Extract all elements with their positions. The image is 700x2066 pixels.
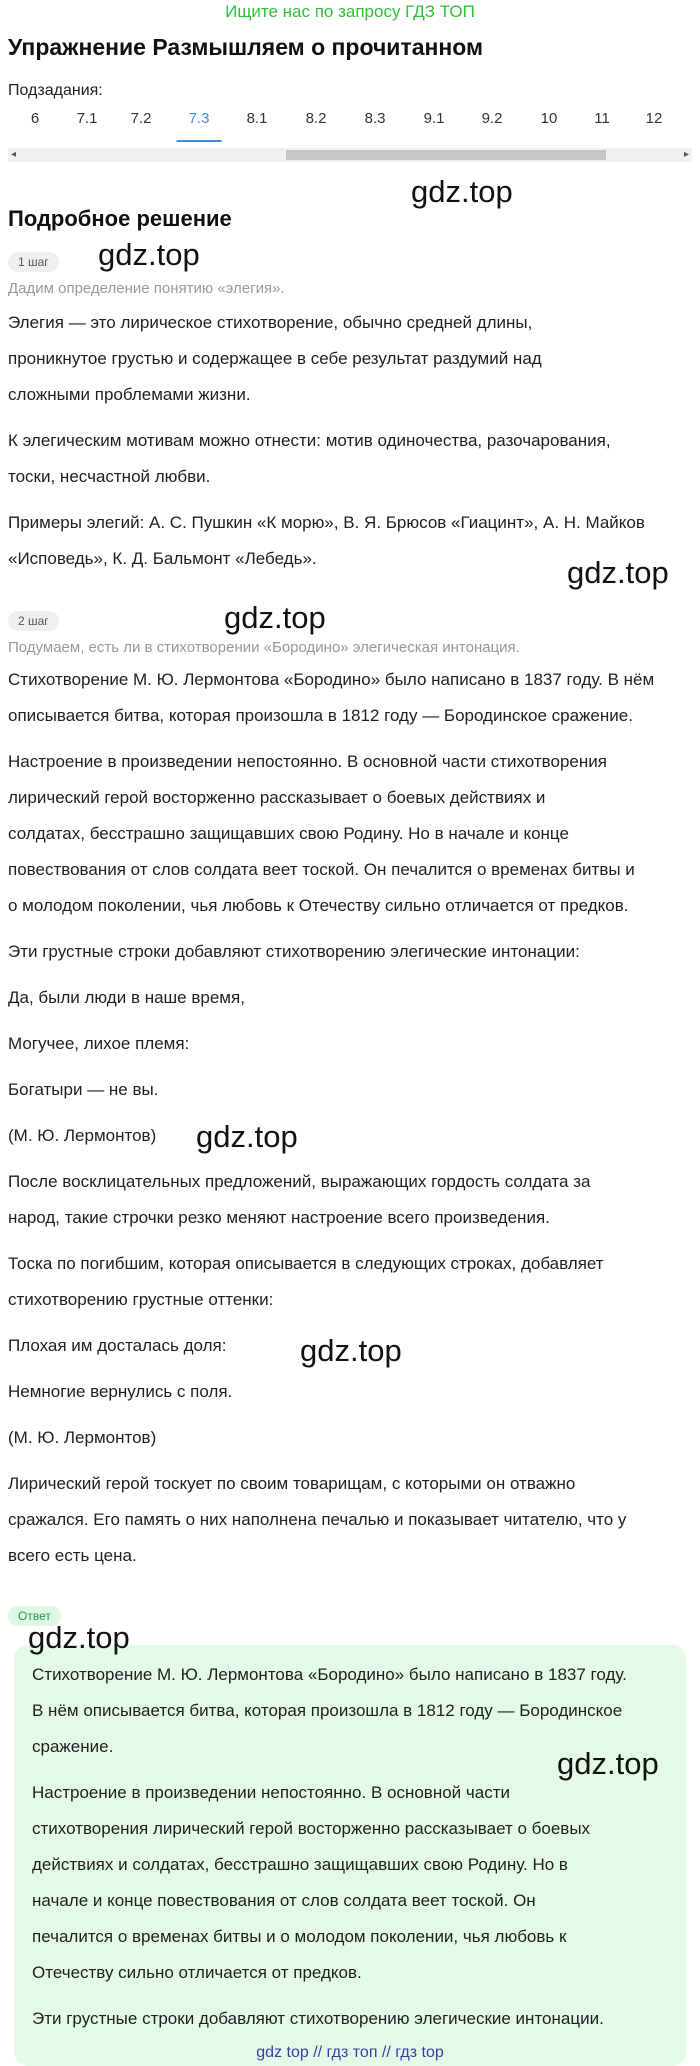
poem-author: (М. Ю. Лермонтов) bbox=[8, 1428, 157, 1447]
answer-box bbox=[14, 1645, 686, 2066]
section-title: Подробное решение bbox=[8, 206, 232, 231]
footer-watermark: gdz top // гдз топ // гдз top bbox=[256, 2044, 444, 2061]
poem-line: Немногие вернулись с поля. bbox=[8, 1382, 233, 1401]
watermark: gdz.top bbox=[300, 1333, 402, 1368]
answer-line: Стихотворение М. Ю. Лермонтова «Бородино» было написано в 1837 году. bbox=[32, 1665, 627, 1684]
text-line: К элегическим мотивам можно отнести: мотив одиночества, разочарования, bbox=[8, 431, 611, 450]
text-line: Элегия — это лирическое стихотворение, обычно средней длины, bbox=[8, 313, 533, 332]
text-line: солдатах, бесстрашно защищавших свою Родину. Но в начале и конце bbox=[8, 824, 569, 843]
text-line: всего есть цена. bbox=[8, 1546, 137, 1565]
answer-line: Отечеству сильно отличается от предков. bbox=[32, 1963, 362, 1982]
step-2-description: Подумаем, есть ли в стихотворении «Бородино» элегическая интонация. bbox=[8, 639, 520, 656]
watermark: gdz.top bbox=[224, 600, 326, 635]
answer-line: печалится о временах битвы и о молодом поколении, чья любовь к bbox=[32, 1927, 567, 1946]
answer-line: действиях и солдатах, бесстрашно защищавших свою Родину. Но в bbox=[32, 1855, 568, 1874]
tab-6[interactable]: 6 bbox=[30, 110, 40, 127]
tab-7-3[interactable]: 7.3 bbox=[185, 106, 214, 132]
tab-8-1[interactable]: 8.1 bbox=[246, 110, 268, 127]
text-line: о молодом поколении, чья любовь к Отечеству сильно отличается от предков. bbox=[8, 896, 629, 915]
watermark: gdz.top bbox=[196, 1119, 298, 1154]
text-line: стихотворению грустные оттенки: bbox=[8, 1290, 274, 1309]
answer-line: Настроение в произведении непостоянно. В основной части bbox=[32, 1783, 510, 1802]
answer-badge: Ответ bbox=[8, 1606, 61, 1626]
step-1-description: Дадим определение понятию «элегия». bbox=[8, 280, 285, 297]
text-line: «Исповедь», К. Д. Бальмонт «Лебедь». bbox=[8, 549, 317, 568]
text-line: Примеры элегий: А. С. Пушкин «К морю», В. Я. Брюсов «Гиацинт», А. Н. Майков bbox=[8, 513, 645, 532]
text-line: сражался. Его память о них наполнена печалью и показывает читателю, что у bbox=[8, 1510, 627, 1529]
text-line: народ, такие строчки резко меняют настроение всего произведения. bbox=[8, 1208, 550, 1227]
subtasks-label: Подзадания: bbox=[8, 82, 103, 99]
watermark: gdz.top bbox=[28, 1620, 130, 1655]
poem-line: Богатыри — не вы. bbox=[8, 1080, 159, 1099]
answer-line: В нём описывается битва, которая произошла в 1812 году — Бородинское bbox=[32, 1701, 623, 1720]
tab-10[interactable]: 10 bbox=[540, 110, 558, 127]
watermark: gdz.top bbox=[567, 555, 669, 590]
subtask-tabs bbox=[0, 106, 700, 140]
scroll-left-icon[interactable]: ◂ bbox=[11, 149, 17, 160]
step-2-badge: 2 шаг bbox=[8, 611, 59, 631]
text-line: После восклицательных предложений, выражающих гордость солдата за bbox=[8, 1172, 591, 1191]
text-line: описывается битва, которая произошла в 1812 году — Бородинское сражение. bbox=[8, 706, 633, 725]
poem-line: Плохая им досталась доля: bbox=[8, 1336, 227, 1355]
text-line: Стихотворение М. Ю. Лермонтова «Бородино» было написано в 1837 году. В нём bbox=[8, 670, 655, 689]
watermark: gdz.top bbox=[98, 237, 200, 272]
watermark: gdz.top bbox=[557, 1746, 659, 1781]
text-line: повествования от слов солдата веет тоской. Он печалится о временах битвы и bbox=[8, 860, 635, 879]
text-line: Эти грустные строки добавляют стихотворению элегические интонации: bbox=[8, 942, 580, 961]
step-1-badge: 1 шаг bbox=[8, 252, 59, 272]
answer-line: начале и конце повествования от слов солдата веет тоской. Он bbox=[32, 1891, 536, 1910]
tab-9-2[interactable]: 9.2 bbox=[481, 110, 503, 127]
tabs-scrollbar[interactable] bbox=[8, 148, 692, 162]
text-line: лирический герой восторженно рассказывает о боевых действиях и bbox=[8, 788, 546, 807]
watermark: gdz.top bbox=[411, 174, 513, 209]
tab-9-1[interactable]: 9.1 bbox=[423, 110, 445, 127]
scrollbar-thumb[interactable] bbox=[286, 150, 606, 160]
text-line: проникнутое грустью и содержащее в себе результат раздумий над bbox=[8, 349, 542, 368]
text-line: Тоска по погибшим, которая описывается в следующих строках, добавляет bbox=[8, 1254, 604, 1273]
poem-line: Да, были люди в наше время, bbox=[8, 988, 245, 1007]
text-line: сложными проблемами жизни. bbox=[8, 385, 251, 404]
answer-line: сражение. bbox=[32, 1737, 114, 1756]
poem-author: (М. Ю. Лермонтов) bbox=[8, 1126, 157, 1145]
text-line: Лирический герой тоскует по своим товарищам, с которыми он отважно bbox=[8, 1474, 576, 1493]
scroll-right-icon[interactable]: ▸ bbox=[683, 149, 689, 160]
tab-8-3[interactable]: 8.3 bbox=[364, 110, 386, 127]
tab-7-2[interactable]: 7.2 bbox=[130, 110, 152, 127]
search-banner: Ищите нас по запросу ГДЗ ТОП bbox=[225, 2, 475, 21]
tab-11[interactable]: 11 bbox=[594, 110, 610, 127]
tab-7-1[interactable]: 7.1 bbox=[76, 110, 98, 127]
tab-8-2[interactable]: 8.2 bbox=[305, 110, 327, 127]
answer-line: стихотворения лирический герой восторженно рассказывает о боевых bbox=[32, 1819, 591, 1838]
answer-line: Эти грустные строки добавляют стихотворению элегические интонации. bbox=[32, 2009, 604, 2028]
text-line: тоски, несчастной любви. bbox=[8, 467, 211, 486]
text-line: Настроение в произведении непостоянно. В основной части стихотворения bbox=[8, 752, 607, 771]
page-title: Упражнение Размышляем о прочитанном bbox=[8, 34, 484, 60]
tab-12[interactable]: 12 bbox=[645, 110, 663, 127]
poem-line: Могучее, лихое племя: bbox=[8, 1034, 190, 1053]
